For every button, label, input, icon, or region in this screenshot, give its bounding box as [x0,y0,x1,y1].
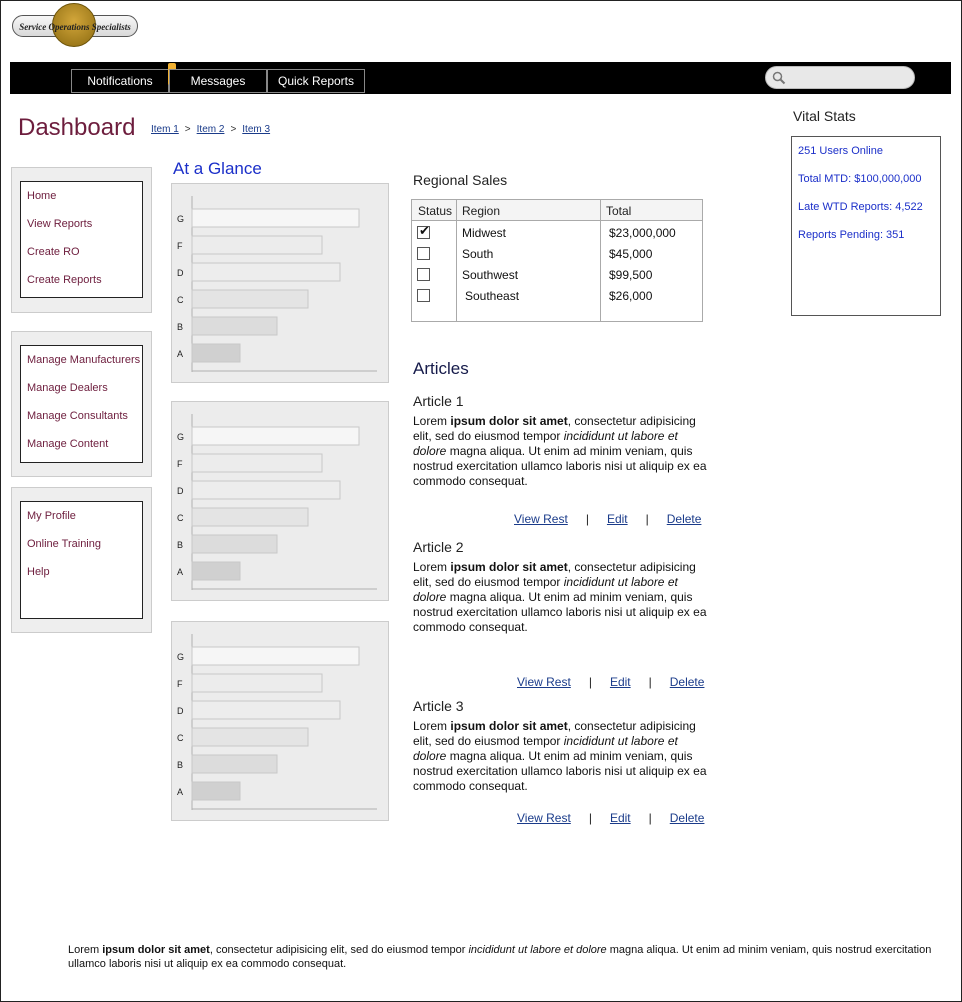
category-label: B [177,540,184,550]
chart-bar [192,290,308,308]
chart-bar [192,701,340,719]
sidebar-item-my-profile[interactable]: My Profile [27,510,76,522]
page-title: Dashboard [18,114,136,141]
edit-link[interactable]: Edit [609,675,631,689]
vital-stats-title: Vital Stats [793,108,856,124]
stat-users-online[interactable]: 251 Users Online [798,145,883,157]
article-body: Lorem ipsum dolor sit amet, consectetur adipisicing elit, sed do eiusmod tempor incididunt ut labore et dolore magna aliqua. Ut enim ad minim veniam, quis nostrud exercitation ullamco laboris nisi ut aliquip ex ea commodo consequat. [413,560,707,634]
delete-link[interactable]: Delete [666,512,702,526]
category-label: C [177,733,184,743]
sidebar-menu [20,181,143,298]
sidebar-item-manage-dealers[interactable]: Manage Dealers [27,382,108,394]
regional-sales-table [411,199,703,322]
article-title: Article 1 [413,393,464,409]
checkmark-icon: ✔ [419,223,430,238]
column-header-status: Status [418,204,453,218]
article-title: Article 3 [413,698,464,714]
table-cell-total: $99,500 [609,268,653,282]
search-box [765,66,915,89]
view-rest-link[interactable]: View Rest [514,512,568,526]
status-checkbox-south[interactable] [417,247,430,260]
article-1-actions: View Rest | Edit | Delete [514,512,702,526]
table-cell-region: South [462,247,494,261]
table-cell-total: $23,000,000 [609,226,676,240]
column-header-total: Total [606,204,632,218]
sidebar-item-manage-consultants[interactable]: Manage Consultants [27,410,128,422]
category-label: A [177,349,184,359]
table-cell-region: Midwest [462,226,507,240]
chart-bar [192,535,277,553]
chart-bar [192,508,308,526]
sidebar-group-manage [11,331,152,477]
sidebar-item-create-ro[interactable]: Create RO [27,246,80,258]
sidebar-item-online-training[interactable]: Online Training [27,538,101,550]
delete-link[interactable]: Delete [669,675,705,689]
breadcrumb-item-2[interactable]: Item 2 [196,124,225,135]
sidebar-item-manage-content[interactable]: Manage Content [27,438,109,450]
search-icon [772,71,786,85]
stat-reports-pending[interactable]: Reports Pending: 351 [798,229,905,241]
sidebar-item-create-reports[interactable]: Create Reports [27,274,102,286]
category-label: B [177,760,184,770]
table-cell-region: Southeast [465,289,520,303]
breadcrumb-item-3[interactable]: Item 3 [242,124,271,135]
search-input[interactable] [788,69,908,86]
table-cell-total: $26,000 [609,289,653,303]
bar-chart [172,184,390,384]
chart-bar [192,755,277,773]
at-a-glance-title: At a Glance [173,159,262,178]
edit-link[interactable]: Edit [606,512,628,526]
article-2 [413,539,713,635]
sidebar-menu [20,501,143,619]
sidebar-item-view-reports[interactable]: View Reports [27,218,93,230]
chart-bar [192,782,240,800]
chart-bar [192,562,240,580]
table-column-divider [412,200,457,321]
table-cell-total: $45,000 [609,247,653,261]
sidebar-item-manage-manufacturers[interactable]: Manage Manufacturers [27,354,141,366]
breadcrumb-separator: > [184,124,191,135]
chart-bar [192,481,340,499]
edit-link[interactable]: Edit [609,811,631,825]
glance-chart-1 [171,183,389,383]
footer-text: Lorem ipsum dolor sit amet, consectetur adipisicing elit, sed do eiusmod tempor incididunt ut labore et dolore magna aliqua. Ut enim ad minim veniam, quis nostrud exercitation ullamco laboris nisi ut aliquip ex ea commodo consequat. [68,944,932,970]
bar-chart [172,402,390,602]
chart-bar [192,674,322,692]
breadcrumb-separator: > [230,124,237,135]
article-2-actions: View Rest | Edit | Delete [517,675,705,689]
category-label: C [177,513,184,523]
logo-text: Service Operations Specialists [19,22,131,32]
status-checkbox-midwest[interactable] [417,223,430,239]
glance-chart-2 [171,401,389,601]
chart-bar [192,728,308,746]
sidebar-group-main [11,167,152,313]
stat-total-mtd[interactable]: Total MTD: $100,000,000 [798,173,922,185]
article-3-actions: View Rest | Edit | Delete [517,811,705,825]
stat-late-wtd-reports[interactable]: Late WTD Reports: 4,522 [798,201,923,213]
view-rest-link[interactable]: View Rest [517,675,571,689]
chart-bar [192,427,359,445]
glance-chart-3 [171,621,389,821]
category-label: G [177,432,185,442]
chart-bar [192,263,340,281]
sidebar-menu [20,345,143,463]
article-body: Lorem ipsum dolor sit amet, consectetur adipisicing elit, sed do eiusmod tempor incididunt ut labore et dolore magna aliqua. Ut enim ad minim veniam, quis nostrud exercitation ullamco laboris nisi ut aliquip ex ea commodo consequat. [413,719,707,793]
nav-quick-reports-button[interactable]: Quick Reports [267,69,365,93]
column-header-region: Region [462,204,501,218]
article-1 [413,393,713,489]
logo[interactable] [12,3,140,47]
category-label: B [177,322,184,332]
article-title: Article 2 [413,539,464,555]
category-label: F [177,241,183,251]
bar-chart [172,622,390,822]
chart-bar [192,647,359,665]
category-label: C [177,295,184,305]
chart-bar [192,236,322,254]
nav-messages-button[interactable]: Messages [169,69,267,93]
chart-bar [192,344,240,362]
status-checkbox-southwest[interactable] [417,268,430,281]
sidebar-item-home[interactable]: Home [27,190,57,202]
category-label: D [177,268,184,278]
category-label: G [177,652,185,662]
category-label: D [177,706,184,716]
category-label: G [177,214,185,224]
category-label: F [177,679,183,689]
view-rest-link[interactable]: View Rest [517,811,571,825]
chart-bar [192,454,322,472]
articles-title: Articles [413,359,469,378]
category-label: A [177,787,184,797]
table-cell-region: Southwest [462,268,519,282]
chart-bar [192,209,359,227]
category-label: D [177,486,184,496]
sidebar-group-account [11,487,152,633]
category-label: F [177,459,183,469]
breadcrumb [151,124,270,135]
status-checkbox-southeast[interactable] [417,289,430,302]
category-label: A [177,567,184,577]
sidebar-item-help[interactable]: Help [27,566,50,578]
nav-notifications-button[interactable]: Notifications [71,69,169,93]
breadcrumb-item-1[interactable]: Item 1 [151,124,179,135]
regional-sales-title: Regional Sales [413,172,508,188]
delete-link[interactable]: Delete [669,811,705,825]
vital-stats-box [791,136,941,316]
top-navbar [10,62,951,94]
chart-bar [192,317,277,335]
article-body: Lorem ipsum dolor sit amet, consectetur adipisicing elit, sed do eiusmod tempor incididunt ut labore et dolore magna aliqua. Ut enim ad minim veniam, quis nostrud exercitation ullamco laboris nisi ut aliquip ex ea commodo consequat. [413,414,707,488]
article-3 [413,698,713,794]
